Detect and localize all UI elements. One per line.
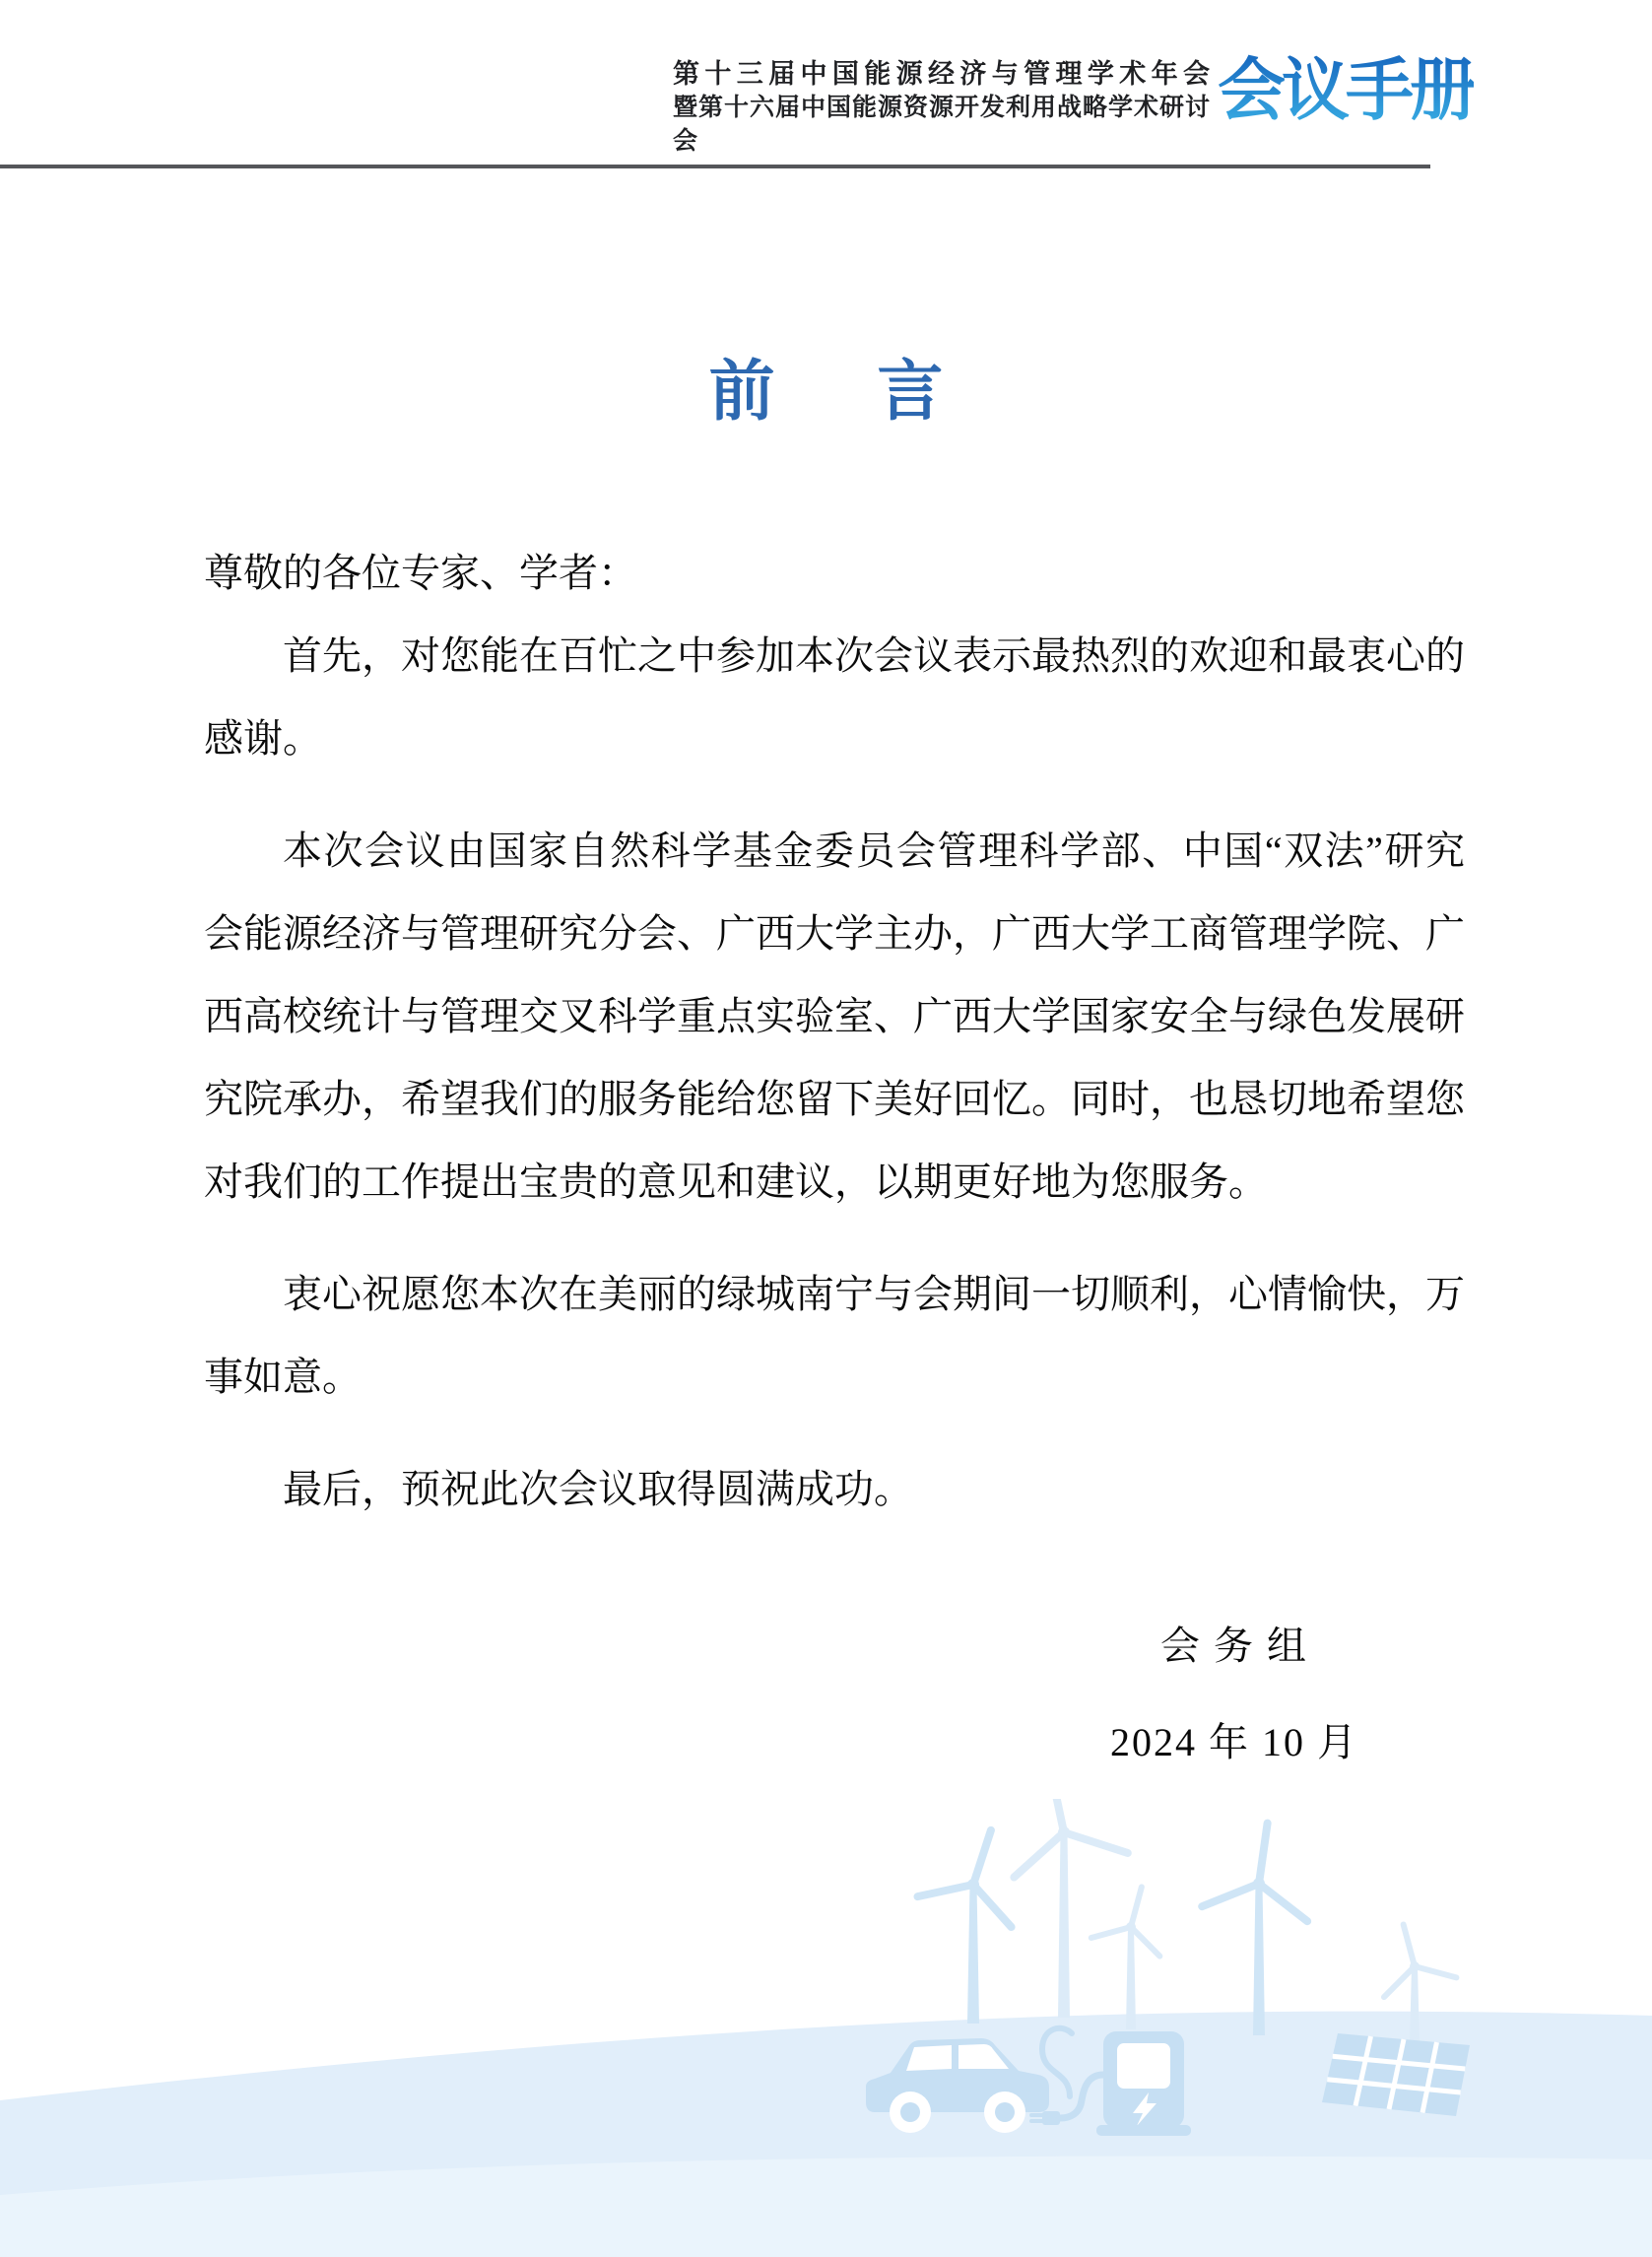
footer-wave <box>0 2157 1652 2257</box>
conference-title-line1: 第十三届中国能源经济与管理学术年会 <box>673 59 1210 89</box>
paragraphs-host <box>204 615 1465 1531</box>
signoff-date: 2024 年 10 月 <box>1110 1720 1358 1764</box>
body-line: 会能源经济与管理研究分会、广西大学主办，广西大学工商管理学院、广 <box>204 911 1465 956</box>
wind-turbine-icon <box>1202 1816 1320 2035</box>
page-title: 前言 <box>708 355 1046 429</box>
body-line: 首先，对您能在百忙之中参加本次会议表示最热烈的欢迎和最衷心的 <box>283 633 1465 678</box>
body-line: 最后，预祝此次会议取得圆满成功。 <box>283 1467 913 1511</box>
wind-turbine-icon <box>917 1815 1037 2024</box>
charging-station-icon <box>1096 2031 1191 2136</box>
body-line: 究院承办，希望我们的服务能给您留下美好回忆。同时，也恳切地希望您 <box>204 1077 1465 1121</box>
paragraph <box>204 1448 1465 1531</box>
solar-panel-icon <box>1322 2033 1470 2116</box>
body-line: 事如意。 <box>204 1355 362 1399</box>
body-line: 衷心祝愿您本次在美丽的绿城南宁与会期间一切顺利，心情愉快，万 <box>283 1272 1465 1316</box>
body-text <box>204 532 1465 1791</box>
electric-car-icon <box>866 2038 1049 2133</box>
salutation: 尊敬的各位专家、学者： <box>204 551 637 595</box>
conference-title-line2: 暨第十六届中国能源资源开发利用战略学术研讨会 <box>673 94 1210 155</box>
body-line: 感谢。 <box>204 716 322 761</box>
body-line: 本次会议由国家自然科学基金委员会管理科学部、中国“双法”研究 <box>283 829 1465 873</box>
wind-turbine-icon <box>1091 1878 1176 2029</box>
paragraph <box>204 615 1465 780</box>
signoff-block <box>939 1598 1530 1791</box>
header-conference-titles <box>673 57 1210 155</box>
header-divider <box>0 165 1430 168</box>
footer-illustration <box>0 1799 1652 2257</box>
handbook-title: 会议手册 <box>1218 47 1474 134</box>
wind-turbine-icon <box>993 1799 1128 2018</box>
wind-turbine-icon <box>1367 1915 1456 2043</box>
signoff: 会 务 组 <box>1160 1624 1308 1668</box>
paragraph <box>204 1253 1465 1419</box>
body-line: 对我们的工作提出宝贵的意见和建议，以期更好地为您服务。 <box>204 1160 1268 1204</box>
charging-cable-plug-icon <box>1031 2028 1103 2125</box>
footer-hill <box>0 2012 1652 2257</box>
paragraph <box>204 810 1465 1224</box>
body-line: 西高校统计与管理交叉科学重点实验室、广西大学国家安全与绿色发展研 <box>204 994 1465 1038</box>
